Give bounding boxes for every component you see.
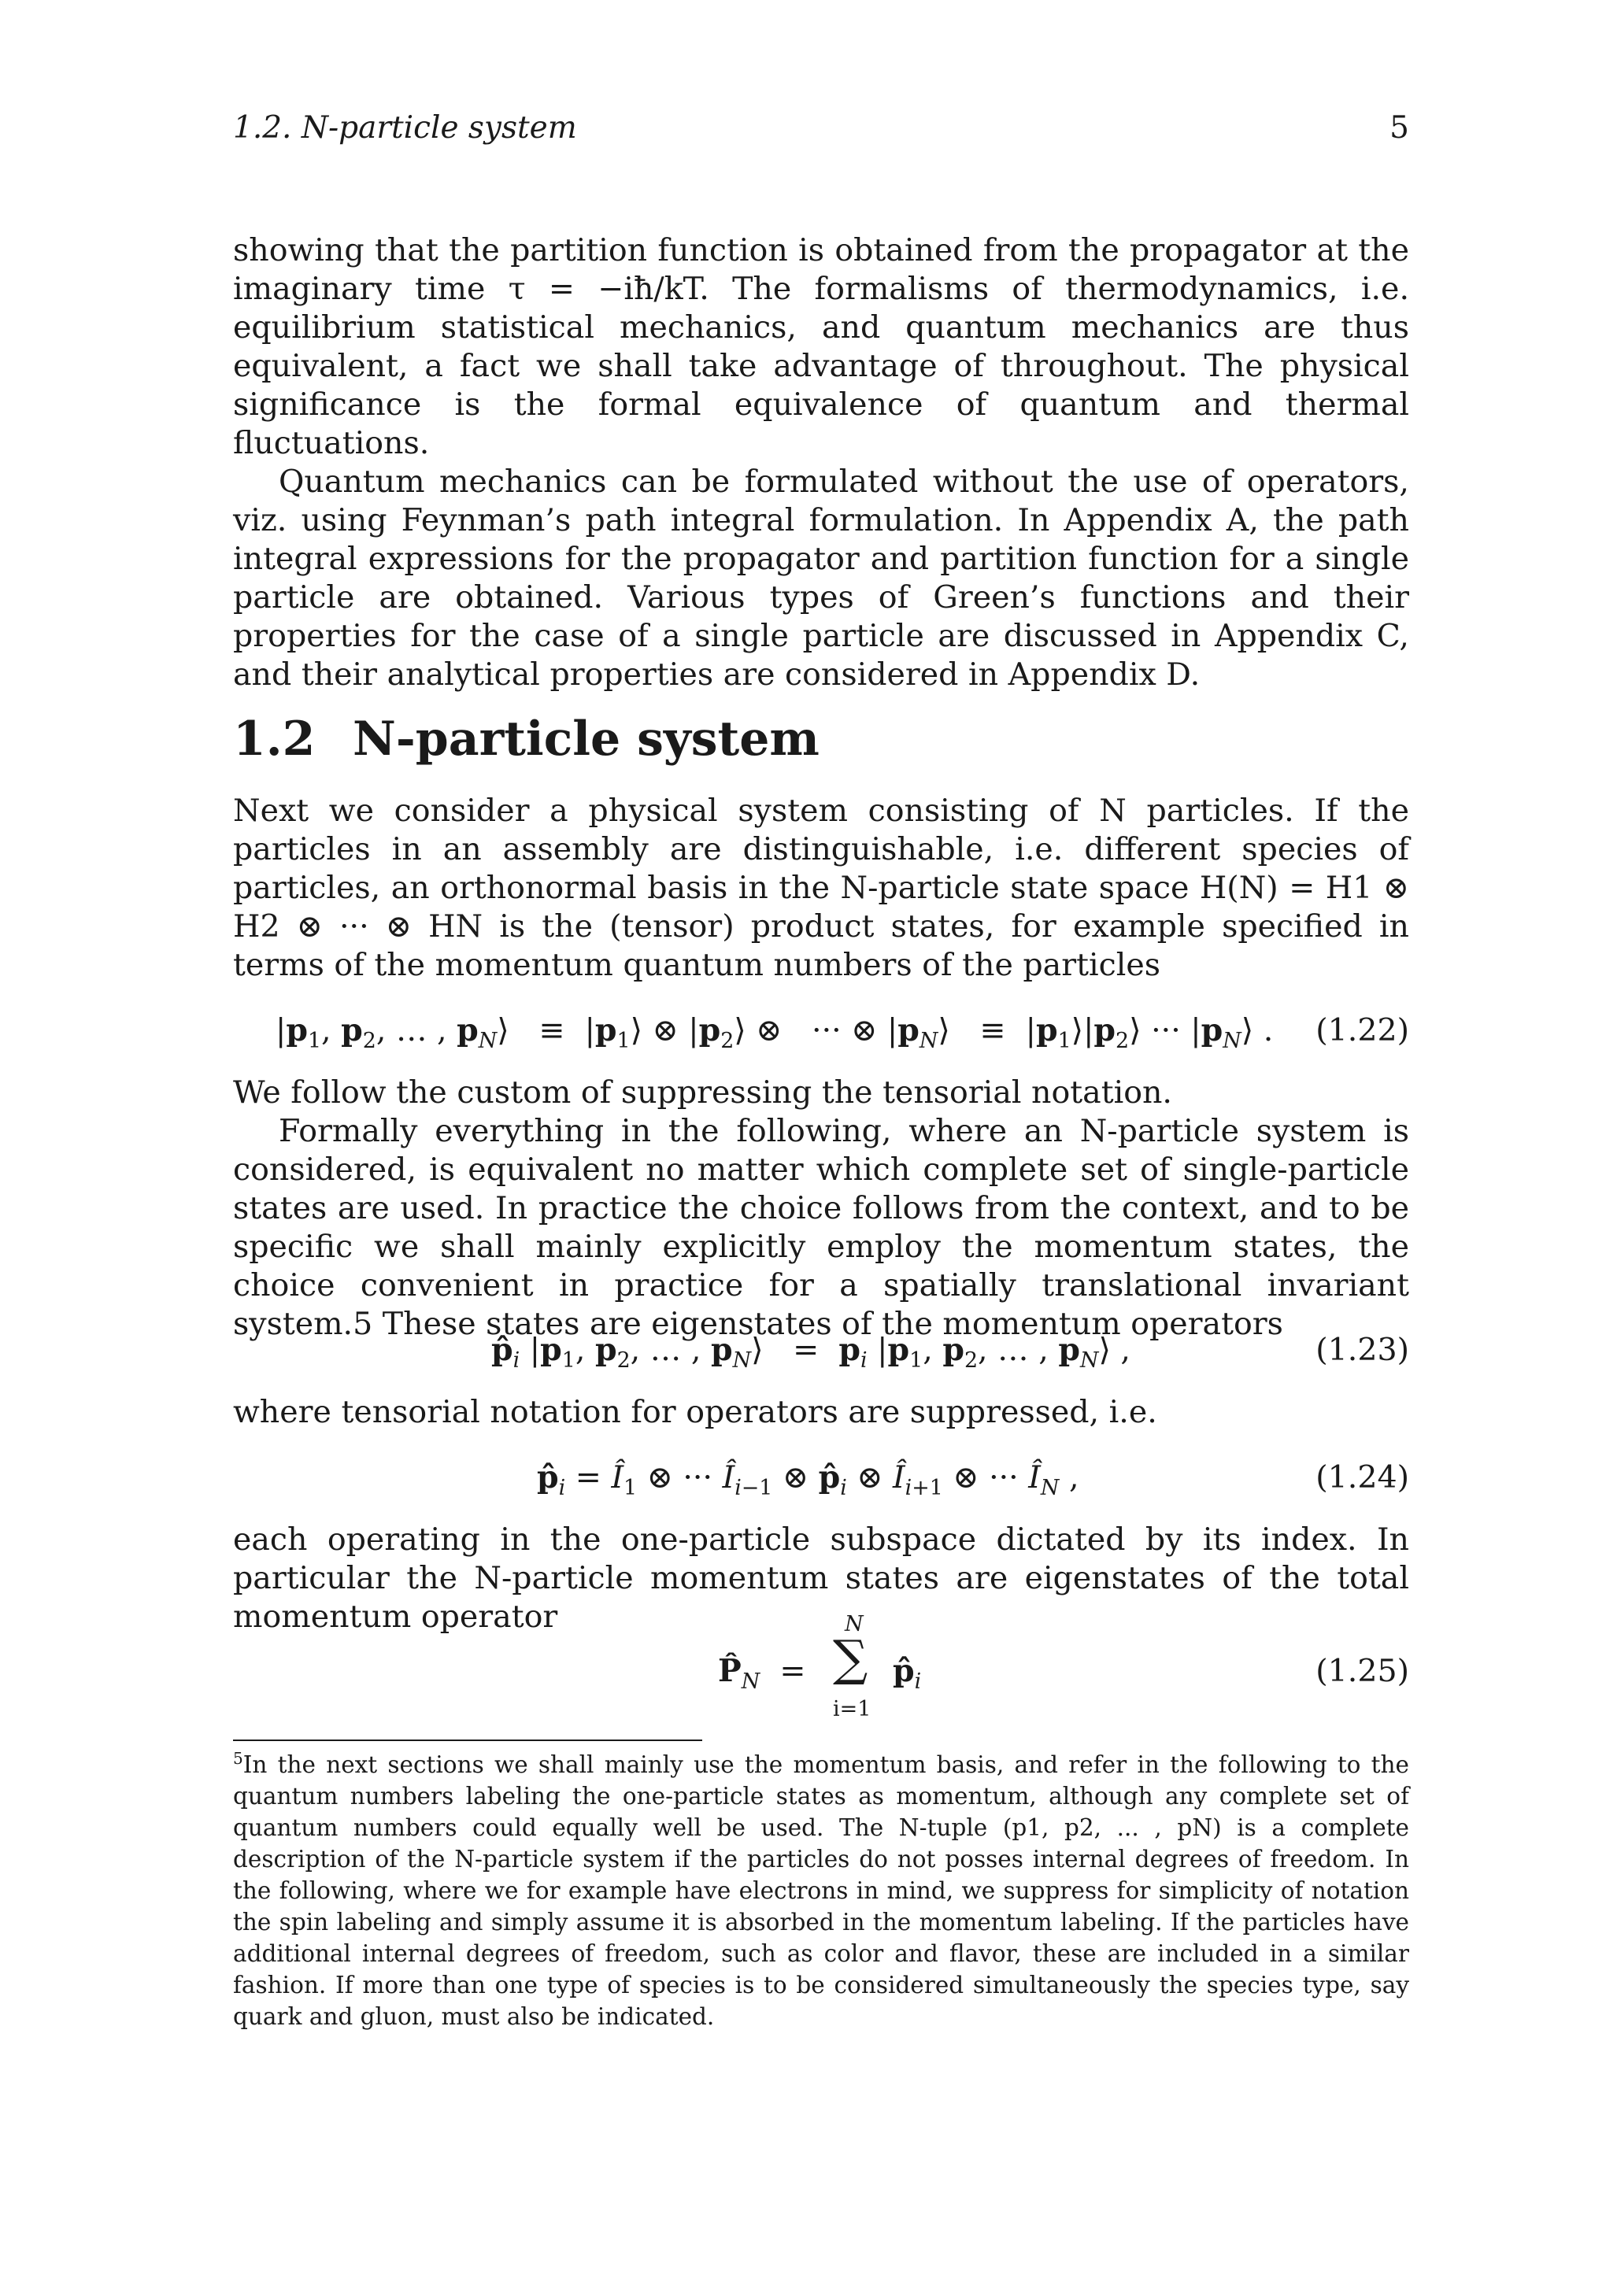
paragraph-3: Next we consider a physical system consisting of N particles. If the particles in an assembly are distinguishable, i.e. different species of particles, an orthonormal basis in the N-particle state space H(N) = H1 ⊗ H2 ⊗ ··· ⊗ HN is the (tensor) product states, for example specified in terms of the momentum quantum numbers of the particles [233, 793, 1409, 983]
equation-number: (1.24) [1315, 1459, 1409, 1496]
sum-upper-limit: N [845, 1612, 864, 1636]
footnote [233, 1749, 1409, 2032]
equation-1-25 [233, 1653, 1409, 1697]
total-momentum-operator: $P̂_N$ = [718, 1653, 806, 1694]
section-intro [233, 792, 1409, 985]
equation-1-23-body: $p̂_i$ $|p_1$, $p_2$, … , $p_N⟩ = p_i$ $|p_1$, $p_2$, … , $p_N⟩$ , [491, 1332, 1130, 1373]
section-title: N-particle system [353, 712, 820, 767]
equation-1-24-body: $p̂_i$ = $Î_1$ ⊗ ··· $Î_{i-1}$ ⊗ $p̂_i$ ⊗ $Î_{i+1}$ ⊗ ··· $Î_N$ , [537, 1459, 1079, 1500]
paragraph-7: each operating in the one-particle subspace dictated by its index. In particular the N-particle momentum states are eigenstates of the total momentum operator [233, 1521, 1409, 1635]
equation-1-24 [233, 1459, 1409, 1503]
footnote-rule [233, 1740, 702, 1741]
paragraph-6: where tensorial notation for operators are suppressed, i.e. [233, 1394, 1157, 1430]
paragraph-4: We follow the custom of suppressing the tensorial notation. [233, 1074, 1172, 1111]
sum-lower-limit: i=1 [833, 1697, 871, 1721]
running-title: 1.2. N-particle system [233, 110, 577, 146]
text-block-4 [233, 1521, 1409, 1636]
paragraph-1: showing that the partition function is obtained from the propagator at the imaginary time τ = −iħ/kT. The formalisms of thermodynamics, i.e. equilibrium statistical mechanics, and quantum mechanics are thus equivalent, a fact we shall take advantage of throughout. The physical significance is the formal equivalence of quantum and thermal fluctuations. [233, 232, 1409, 461]
sum-sign: ∑ [833, 1629, 868, 1687]
text-block-3 [233, 1393, 1409, 1432]
paragraph-5: Formally everything in the following, where an N-particle system is considered, is equivalent no matter which complete set of single-particle states are used. In practice the choice follows from the context, and to be specific we shall mainly explicitly employ the momentum states, the choice convenient in practice for a spatially translational invariant system.5 These states are eigenstates of the momentum operators [233, 1113, 1409, 1342]
equation-number: (1.23) [1315, 1332, 1409, 1368]
section-number: 1.2 [233, 712, 316, 767]
section-heading [233, 712, 820, 767]
text-block-2 [233, 1074, 1409, 1344]
summand: $p̂_i$ [893, 1653, 922, 1694]
equation-1-22 [233, 1012, 1409, 1056]
equation-1-22-body: $|p_1$, $p_2$, … , $p_N⟩$ ≡ $|p_1⟩$ ⊗ $|p_2⟩$ ⊗ ··· ⊗ $|p_N⟩$ ≡ $|p_1⟩|p_2⟩$ ··· $|p_N⟩$ . [276, 1012, 1274, 1053]
paragraph-2: Quantum mechanics can be formulated without the use of operators, viz. using Feynman’s path integral formulation. In Appendix A, the path integral expressions for the propagator and partition function for a single particle are obtained. Various types of Green’s functions and their properties for the case of a single particle are discussed in Appendix C, and their analytical properties are considered in Appendix D. [233, 464, 1409, 693]
equation-number: (1.25) [1315, 1653, 1409, 1689]
footnote-text: In the next sections we shall mainly use the momentum basis, and refer in the following to the quantum numbers labeling the one-particle states as momentum, although any complete set of quantum numbers could equally well be used. The N-tuple (p1, p2, ... , pN) is a complete description of the N-particle system if the particles do not posses internal degrees of freedom. In the following, where we for example have electrons in mind, we suppress for simplicity of notation the spin labeling and simply assume it is absorbed in the momentum labeling. If the particles have additional internal degrees of freedom, such as color and flavor, these are included in a similar fashion. If more than one type of species is to be considered simultaneously the species type, say quark and gluon, must also be indicated. [233, 1751, 1409, 2030]
equation-number: (1.22) [1315, 1012, 1409, 1048]
running-head [233, 110, 1409, 150]
intro-text [233, 231, 1409, 694]
footnote-mark: 5 [233, 1749, 243, 1769]
page-number: 5 [1389, 110, 1409, 146]
equation-1-23 [233, 1332, 1409, 1376]
